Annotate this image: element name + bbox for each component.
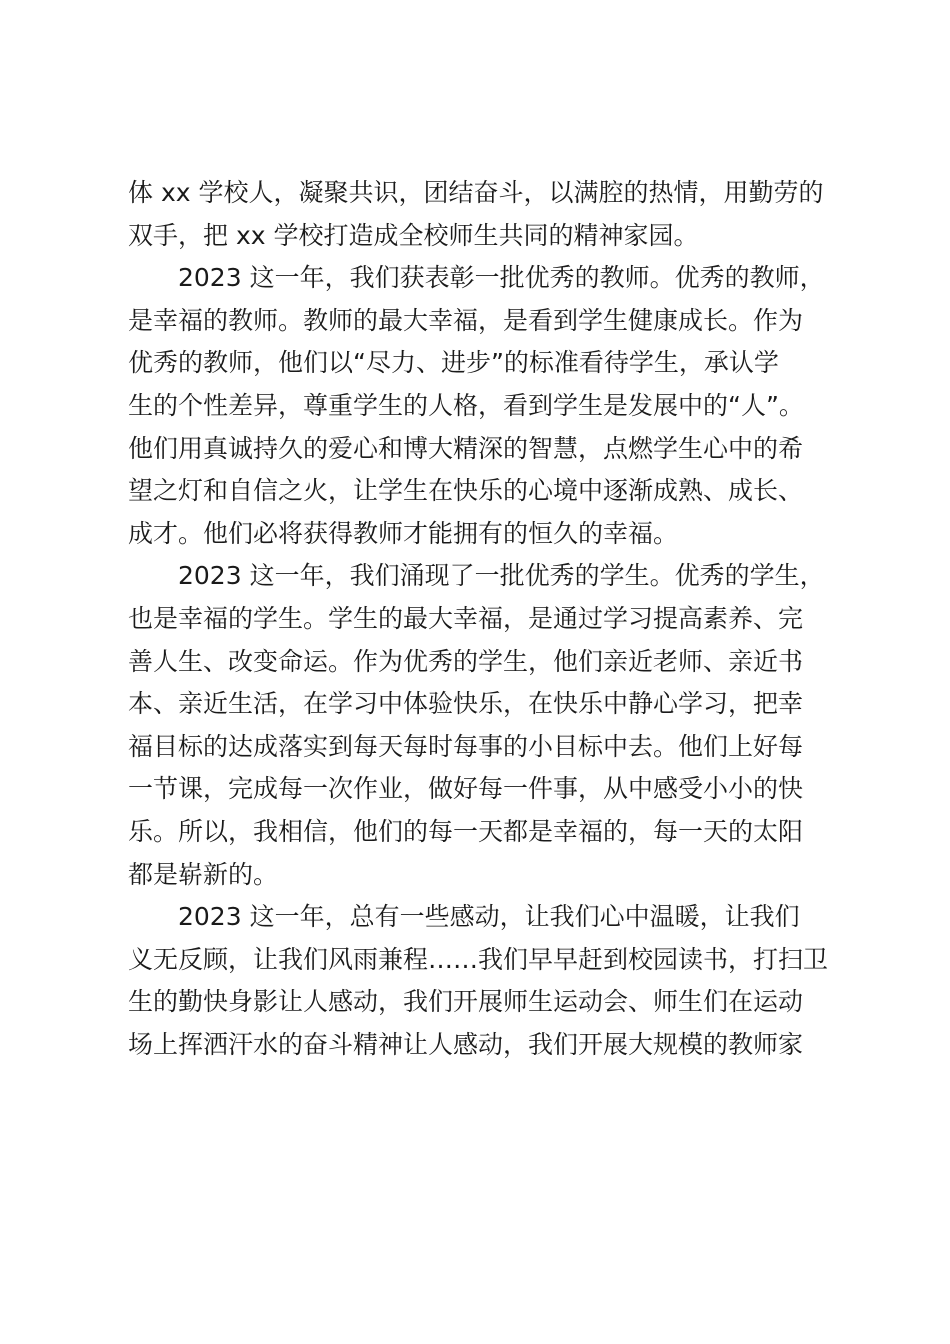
paragraph-3 <box>128 555 838 896</box>
text-line: 善人生、改变命运。作为优秀的学生，他们亲近老师、亲近书 <box>128 646 804 676</box>
text-line: 体 xx 学校人，凝聚共识，团结奋斗，以满腔的热情，用勤劳的 <box>128 178 824 207</box>
text-line: 生的个性差异，尊重学生的人格，看到学生是发展中的“人”。 <box>128 390 804 420</box>
body-text <box>128 172 838 1066</box>
paragraph-4 <box>128 896 838 1066</box>
text-line: 场上挥洒汗水的奋斗精神让人感动，我们开展大规模的教师家 <box>128 1029 804 1059</box>
paragraph-1 <box>128 172 838 257</box>
text-line: 义无反顾，让我们风雨兼程……我们早早赶到校园读书，打扫卫 <box>128 944 829 974</box>
text-line: 2023 这一年，总有一些感动，让我们心中温暖，让我们 <box>178 902 800 932</box>
text-line: 优秀的教师，他们以“尽力、进步”的标准看待学生，承认学 <box>128 348 779 378</box>
text-line: 是幸福的教师。教师的最大幸福，是看到学生健康成长。作为 <box>128 305 804 335</box>
text-line: 2023 这一年，我们涌现了一批优秀的学生。优秀的学生， <box>178 561 825 591</box>
text-line: 福目标的达成落实到每天每时每事的小目标中去。他们上好每 <box>128 731 804 761</box>
paragraph-2 <box>128 257 838 555</box>
text-line: 双手，把 xx 学校打造成全校师生共同的精神家园。 <box>128 220 699 250</box>
text-line: 2023 这一年，我们获表彰一批优秀的教师。优秀的教师， <box>178 263 825 293</box>
text-line: 望之灯和自信之火，让学生在快乐的心境中逐渐成熟、成长、 <box>128 476 804 506</box>
text-line: 乐。所以，我相信，他们的每一天都是幸福的，每一天的太阳 <box>128 816 804 846</box>
text-line: 都是崭新的。 <box>128 859 279 889</box>
text-line: 一节课，完成每一次作业，做好每一件事，从中感受小小的快 <box>128 774 804 804</box>
text-line: 他们用真诚持久的爱心和博大精深的智慧，点燃学生心中的希 <box>128 433 804 463</box>
text-line: 本、亲近生活，在学习中体验快乐，在快乐中静心学习，把幸 <box>128 689 804 719</box>
text-line: 生的勤快身影让人感动，我们开展师生运动会、师生们在运动 <box>128 987 804 1017</box>
text-line: 成才。他们必将获得教师才能拥有的恒久的幸福。 <box>128 518 679 548</box>
text-line: 也是幸福的学生。学生的最大幸福，是通过学习提高素养、完 <box>128 603 804 633</box>
